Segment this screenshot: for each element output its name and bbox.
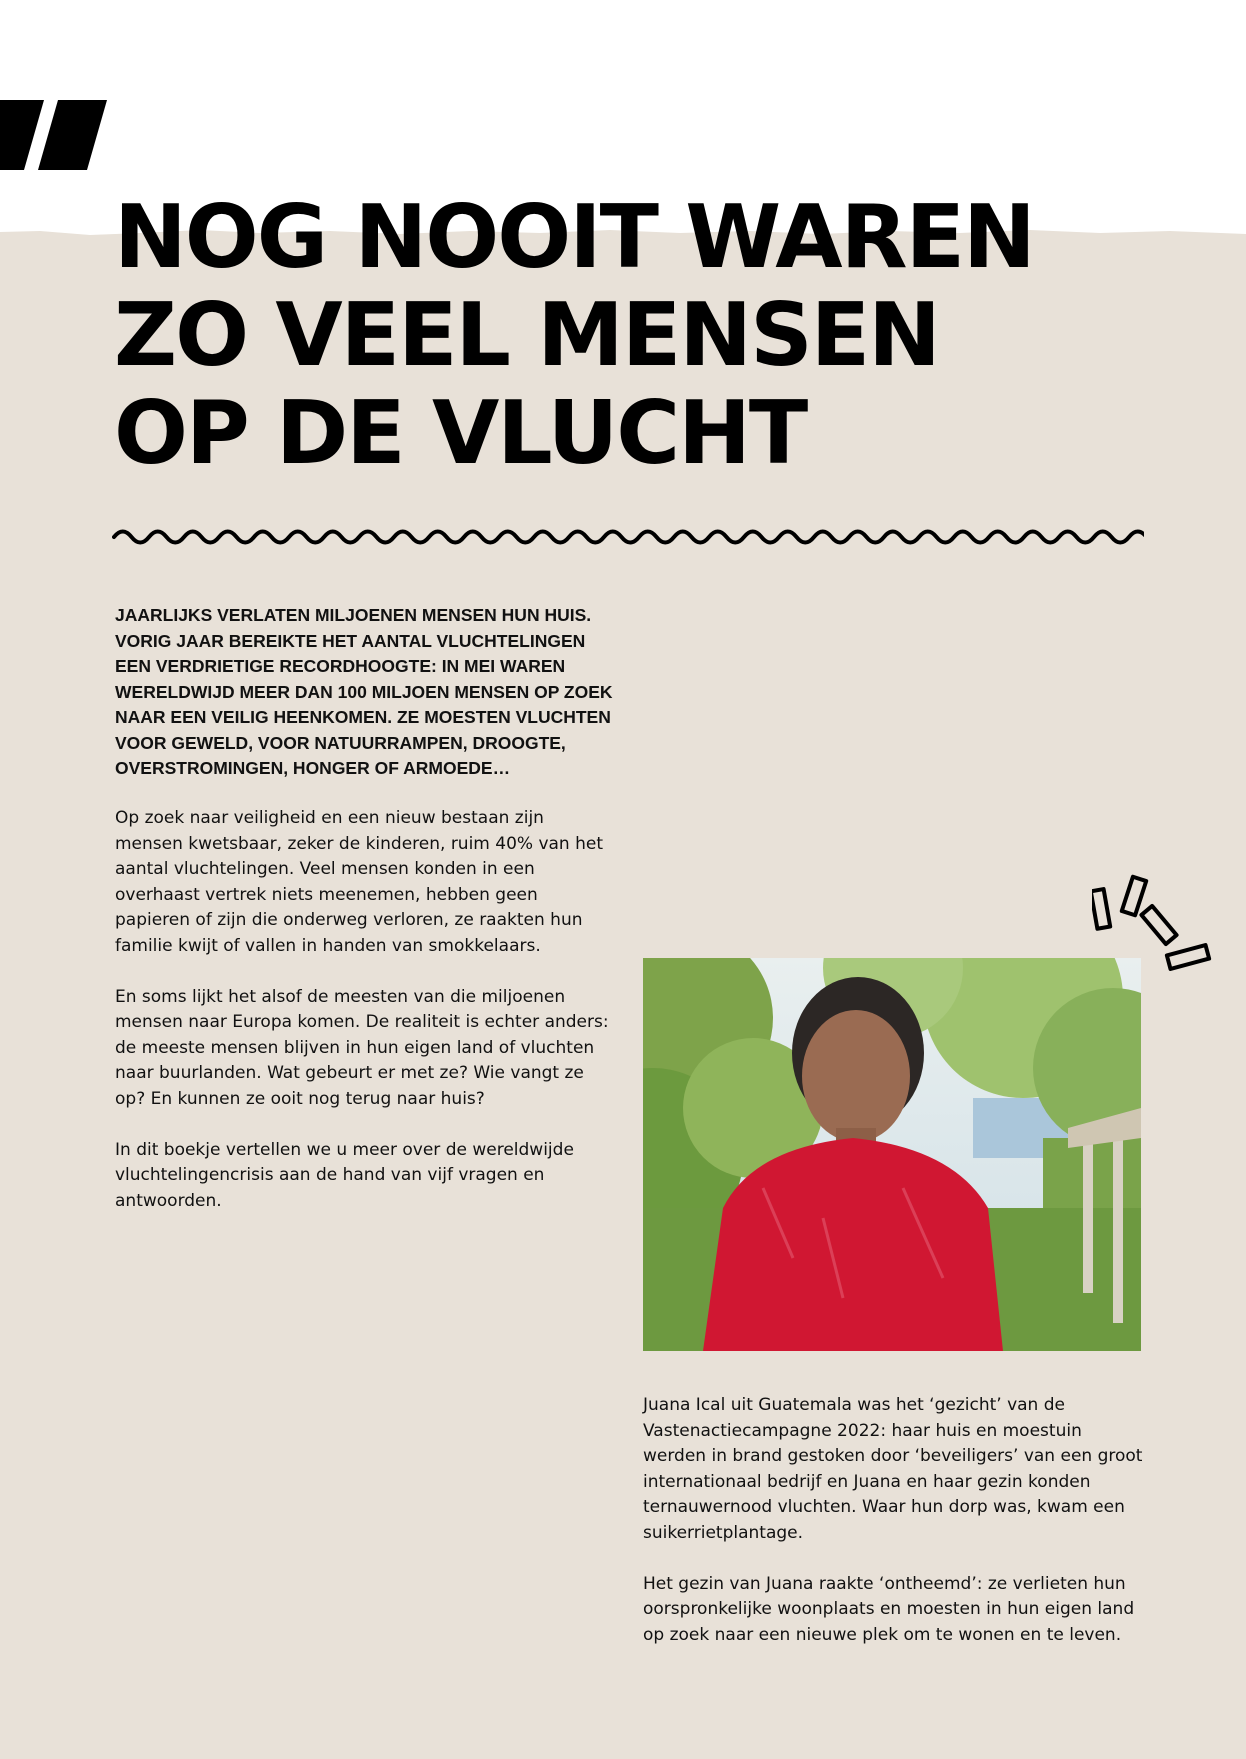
body-text [115,806,615,1240]
caption-paragraph-2: Het gezin van Juana raakte ‘ontheemd’: ze verlieten hun oorspronkelijke woonplaats en moesten in hun eigen land op zoek naar een nieuwe plek om te wonen en te leven. [643,1573,1135,1645]
caption-paragraph-1: Juana Ical uit Guatemala was het ‘gezicht’ van de Vastenactiecampagne 2022: haar huis en moestuin werden in brand gestoken door ‘beveiligers’ van een groot internationaal bedrijf en Juana en haar gezin konden ternauwernood vluchten. Waar hun dorp was, kwam een suikerrietplantage. [643,1395,1143,1543]
quote-mark-icon [0,100,110,172]
title-line-2: ZO VEEL MENSEN [114,284,939,386]
lead-paragraph: JAARLIJKS VERLATEN MILJOENEN MENSEN HUN HUIS. VORIG JAAR BEREIKTE HET AANTAL VLUCHTELINGEN EEN VERDRIETIGE RECORDHOOGTE: IN MEI WAREN WERELDWIJD MEER DAN 100 MILJOEN MENSEN OP ZOEK NAAR EEN VEILIG HEENKOMEN. ZE MOESTEN VLUCHTEN VOOR GEWELD, VOOR NATUURRAMPEN, DROOGTE, OVERSTROMINGEN, HONGER OF ARMOEDE… [115,605,613,778]
wave-divider-icon [112,522,1144,552]
portrait-photo [643,958,1141,1351]
body-paragraph-2: En soms lijkt het alsof de meesten van die miljoenen mensen naar Europa komen. De realiteit is echter anders: de meeste mensen blijven in hun eigen land of vluchten naar buurlanden. Wat gebeurt er met ze? Wie vangt ze op? En kunnen ze ooit nog terug naar huis? [115,986,609,1109]
title-line-1: NOG NOOIT WAREN [114,186,1034,288]
page-title [114,188,1114,482]
body-paragraph-1: Op zoek naar veiligheid en een nieuw bestaan zijn mensen kwetsbaar, zeker de kinderen, ruim 40% van het aantal vluchtelingen. Veel mensen konden in een overhaast vertrek niets meenemen, hebben geen papieren of zijn die onderweg verloren, ze raakten hun familie kwijt of vallen in handen van smokkelaars. [115,808,604,956]
body-paragraph-3: In dit boekje vertellen we u meer over de wereldwijde vluchtelingencrisis aan de hand van vijf vragen en antwoorden. [115,1139,574,1211]
photo-caption [643,1393,1148,1674]
title-line-3: OP DE VLUCHT [114,382,807,484]
